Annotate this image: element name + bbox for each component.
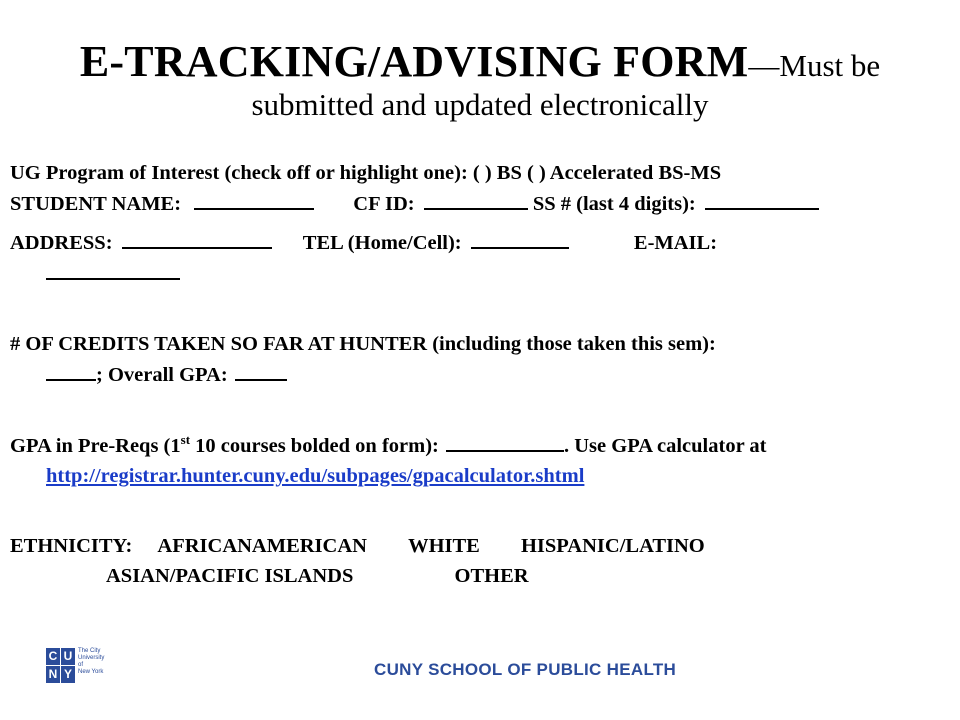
address-field[interactable] [122, 227, 272, 249]
title-dash: — [748, 48, 780, 83]
gpa-prereq-label-a: GPA in Pre-Reqs (1 [10, 435, 181, 457]
logo-letter-n: N [46, 666, 60, 683]
cf-id-field[interactable] [424, 188, 528, 210]
ethnicity-option-white[interactable]: WHITE [408, 535, 480, 557]
title-main: E-TRACKING/ADVISING FORM [79, 37, 749, 86]
ss-label: SS # (last 4 digits): [532, 193, 696, 215]
logo-caption [78, 648, 104, 676]
logo-letter-u: U [61, 648, 75, 665]
logo-caption-line: New York [78, 669, 104, 675]
student-row [10, 188, 955, 219]
email-label: E-MAIL: [633, 232, 718, 254]
tel-field[interactable] [471, 227, 569, 249]
cf-id-label: CF ID: [353, 193, 415, 215]
contact-row [10, 227, 955, 289]
school-name: CUNY SCHOOL OF PUBLIC HEALTH [374, 660, 677, 679]
ethnicity-row [10, 531, 955, 591]
email-field[interactable] [46, 258, 180, 280]
form-title [0, 38, 960, 122]
student-name-field[interactable] [194, 188, 314, 210]
ethnicity-label: ETHNICITY: [10, 535, 133, 557]
title-sub-part2: submitted and updated electronically [251, 87, 709, 123]
gpa-prereq-field[interactable] [446, 430, 564, 452]
ethnicity-option-african-american[interactable]: AFRICANAMERICAN [157, 535, 367, 557]
credits-field[interactable] [46, 359, 96, 381]
tel-label: TEL (Home/Cell): [302, 232, 462, 254]
footer [0, 640, 960, 720]
ethnicity-option-other[interactable]: OTHER [454, 565, 529, 587]
program-of-interest: UG Program of Interest (check off or highlight one): ( ) BS ( ) Accelerated BS-MS [10, 162, 722, 184]
form-body [10, 158, 955, 591]
cuny-logo [46, 648, 108, 688]
credits-row [10, 329, 955, 390]
student-name-label: STUDENT NAME: [10, 193, 182, 215]
overall-gpa-field[interactable] [235, 359, 287, 381]
logo-caption-line: University [78, 655, 105, 661]
gpa-prereq-label-b: 10 courses bolded on form): [190, 435, 439, 457]
address-label: ADDRESS: [10, 232, 113, 254]
gpa-prereq-sup: st [180, 432, 191, 448]
logo-letter-c: C [46, 648, 60, 665]
gpa-calc-text: . Use GPA calculator at [564, 435, 767, 457]
credits-label: # OF CREDITS TAKEN SO FAR AT HUNTER (including those taken this sem): [10, 333, 716, 355]
ss-field[interactable] [705, 188, 819, 210]
gpa-calculator-link[interactable]: http://registrar.hunter.cuny.edu/subpages/gpacalculator.shtml [46, 465, 585, 487]
overall-gpa-label: ; Overall GPA: [96, 364, 228, 386]
logo-caption-line: of [78, 662, 84, 668]
title-sub-part1: Must be [779, 48, 881, 83]
logo-caption-line: The City [78, 648, 101, 654]
ethnicity-option-hispanic-latino[interactable]: HISPANIC/LATINO [520, 535, 705, 557]
gpa-prereq-row [10, 430, 955, 491]
logo-letter-y: Y [61, 666, 75, 683]
ethnicity-option-asian-pacific[interactable]: ASIAN/PACIFIC ISLANDS [106, 565, 354, 587]
